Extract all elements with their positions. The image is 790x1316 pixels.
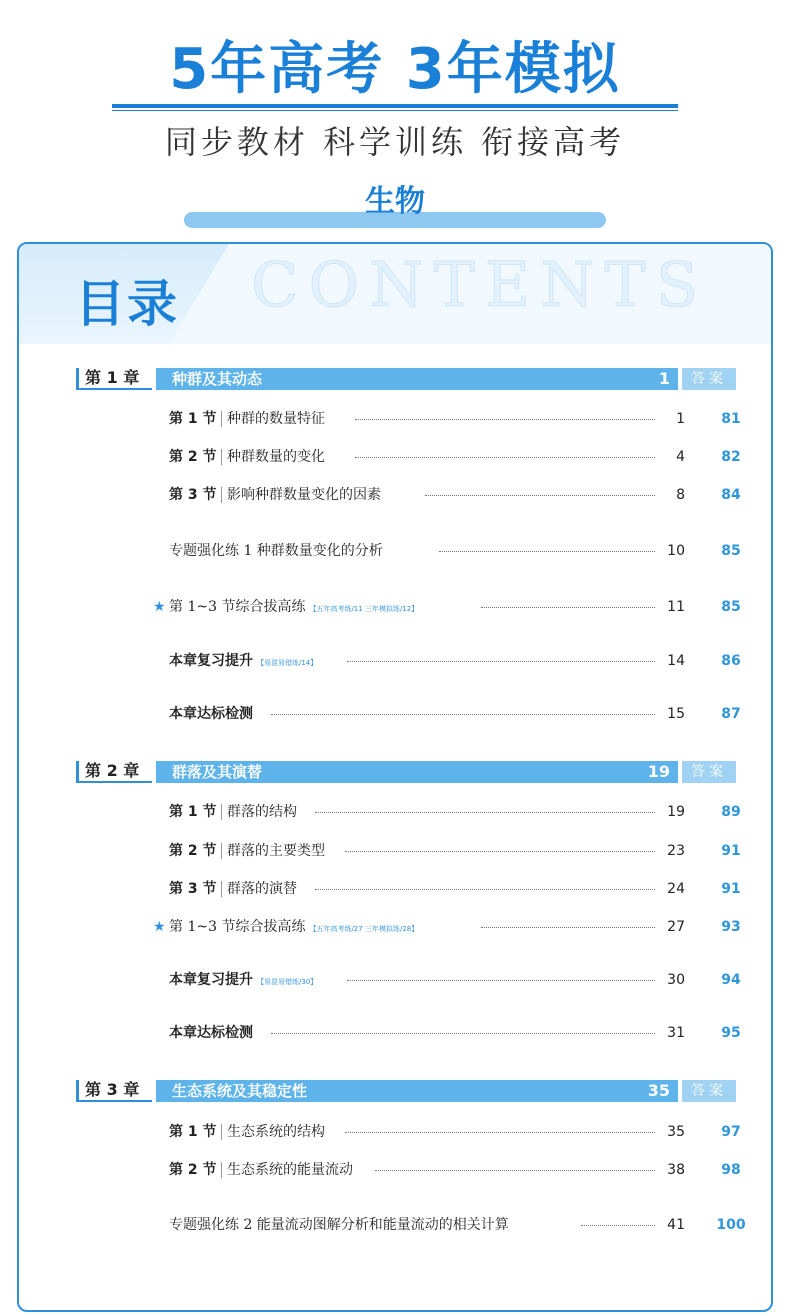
section-number: 第 3 节 — [169, 487, 217, 503]
answer-page: 94 — [721, 972, 741, 988]
entry-title: 第 1~3 节综合拔高练 【五年高考练/11 三年模拟练/12】 — [169, 599, 419, 615]
entry-page: 4 — [676, 449, 685, 465]
entry-page: 14 — [667, 653, 685, 669]
chapter-header[interactable] — [76, 761, 736, 783]
star-icon: ★ — [153, 919, 166, 935]
dot-leader — [315, 889, 655, 890]
answer-tab: 答案 — [682, 1080, 736, 1102]
title-underline-thin — [112, 110, 678, 111]
dot-leader — [347, 661, 655, 662]
answer-page: 86 — [721, 653, 741, 669]
entry-title: 生态系统的能量流动 — [227, 1162, 353, 1178]
contents-panel — [17, 242, 773, 1312]
toc-entry[interactable] — [169, 878, 749, 900]
chapter-title: 群落及其演替 — [172, 763, 263, 781]
entry-page: 30 — [667, 972, 685, 988]
entry-title: 种群数量的变化 — [227, 449, 325, 465]
answer-page: 91 — [721, 843, 741, 859]
entry-title: 第 1~3 节综合拔高练 【五年高考练/27 三年模拟练/28】 — [169, 919, 419, 935]
entry-title: 本章复习提升 【易混易错练/30】 — [169, 972, 318, 988]
section-divider — [221, 1124, 222, 1140]
section-divider — [221, 843, 222, 859]
section-number: 第 2 节 — [169, 843, 217, 859]
entry-title: 群落的主要类型 — [227, 843, 325, 859]
answer-page: 87 — [721, 706, 741, 722]
chapter-page: 35 — [647, 1081, 670, 1100]
toc-entry[interactable] — [169, 703, 749, 725]
chapter-title-bar — [156, 761, 678, 783]
toc-entry[interactable] — [153, 596, 749, 618]
entry-page: 24 — [667, 881, 685, 897]
entry-title: 种群的数量特征 — [227, 411, 325, 427]
entry-page: 19 — [667, 804, 685, 820]
entry-page: 15 — [667, 706, 685, 722]
answer-tab: 答案 — [682, 368, 736, 390]
section-divider — [221, 449, 222, 465]
toc-entry[interactable] — [169, 840, 749, 862]
answer-page: 91 — [721, 881, 741, 897]
dot-leader — [347, 980, 655, 981]
entry-page: 8 — [676, 487, 685, 503]
entry-title: 群落的结构 — [227, 804, 297, 820]
dot-leader — [481, 607, 655, 608]
answer-page: 81 — [721, 411, 741, 427]
answer-page: 100 — [716, 1217, 746, 1233]
answer-page: 85 — [721, 543, 741, 559]
chapter-title: 生态系统及其稳定性 — [172, 1082, 308, 1100]
entry-title: 专题强化练 1 种群数量变化的分析 — [169, 543, 383, 559]
answer-page: 93 — [721, 919, 741, 935]
entry-page: 10 — [667, 543, 685, 559]
contents-watermark: CONTENTS — [251, 248, 709, 321]
answer-tab: 答案 — [682, 761, 736, 783]
dot-leader — [481, 927, 655, 928]
chapter-title-bar — [156, 1080, 678, 1102]
toc-entry[interactable] — [169, 969, 749, 991]
section-number: 第 3 节 — [169, 881, 217, 897]
section-number: 第 2 节 — [169, 1162, 217, 1178]
answer-page: 84 — [721, 487, 741, 503]
dot-leader — [439, 551, 655, 552]
contents-heading: 目录 — [75, 275, 179, 333]
entry-title: 本章复习提升 【易混易错练/14】 — [169, 653, 318, 669]
toc-entry[interactable] — [169, 1159, 749, 1181]
toc-entry[interactable] — [169, 1214, 749, 1236]
answer-page: 85 — [721, 599, 741, 615]
chapter-label: 第 2 章 — [76, 761, 152, 783]
chapter-title-bar — [156, 368, 678, 390]
section-number: 第 1 节 — [169, 1124, 217, 1140]
dot-leader — [425, 495, 655, 496]
dot-leader — [355, 419, 655, 420]
toc-entry[interactable] — [153, 916, 749, 938]
entry-page: 23 — [667, 843, 685, 859]
dot-leader — [581, 1225, 655, 1226]
entry-title: 生态系统的结构 — [227, 1124, 325, 1140]
answer-page: 82 — [721, 449, 741, 465]
chapter-page: 1 — [658, 369, 670, 388]
star-icon: ★ — [153, 599, 166, 615]
chapter-page: 19 — [647, 762, 670, 781]
toc-entry[interactable] — [169, 446, 749, 468]
answer-page: 98 — [721, 1162, 741, 1178]
dot-leader — [345, 1132, 655, 1133]
section-number: 第 1 节 — [169, 804, 217, 820]
toc-entry[interactable] — [169, 1022, 749, 1044]
title-underline — [112, 104, 678, 108]
entry-page: 27 — [667, 919, 685, 935]
subject-title: 生物 — [365, 184, 425, 219]
dot-leader — [271, 1033, 655, 1034]
chapter-title: 种群及其动态 — [172, 370, 263, 388]
entry-page: 31 — [667, 1025, 685, 1041]
entry-page: 11 — [667, 599, 685, 615]
toc-entry[interactable] — [169, 484, 749, 506]
answer-page: 97 — [721, 1124, 741, 1140]
section-divider — [221, 411, 222, 427]
chapter-label: 第 3 章 — [76, 1080, 152, 1102]
section-number: 第 2 节 — [169, 449, 217, 465]
section-divider — [221, 881, 222, 897]
answer-page: 89 — [721, 804, 741, 820]
entry-page: 38 — [667, 1162, 685, 1178]
chapter-label: 第 1 章 — [76, 368, 152, 390]
dot-leader — [271, 714, 655, 715]
series-title: 5年高考 3年模拟 — [169, 37, 621, 102]
toc-entry[interactable] — [169, 1121, 749, 1143]
entry-note: 【五年高考练/27 三年模拟练/28】 — [309, 925, 419, 933]
dot-leader — [375, 1170, 655, 1171]
entry-title: 群落的演替 — [227, 881, 297, 897]
section-divider — [221, 487, 222, 503]
dot-leader — [345, 851, 655, 852]
chapter-header[interactable] — [76, 1080, 736, 1102]
toc-entry[interactable] — [169, 650, 749, 672]
entry-note: 【易混易错练/14】 — [257, 659, 318, 667]
toc-entry[interactable] — [169, 408, 749, 430]
entry-title: 本章达标检测 — [169, 1025, 253, 1041]
answer-page: 95 — [721, 1025, 741, 1041]
entry-page: 1 — [676, 411, 685, 427]
section-number: 第 1 节 — [169, 411, 217, 427]
entry-title: 影响种群数量变化的因素 — [227, 487, 381, 503]
entry-title: 本章达标检测 — [169, 706, 253, 722]
entry-note: 【易混易错练/30】 — [257, 978, 318, 986]
dot-leader — [315, 812, 655, 813]
section-divider — [221, 804, 222, 820]
entry-note: 【五年高考练/11 三年模拟练/12】 — [309, 605, 419, 613]
dot-leader — [355, 457, 655, 458]
entry-page: 35 — [667, 1124, 685, 1140]
toc-entry[interactable] — [169, 540, 749, 562]
entry-title: 专题强化练 2 能量流动图解分析和能量流动的相关计算 — [169, 1217, 509, 1233]
toc-entry[interactable] — [169, 801, 749, 823]
entry-page: 41 — [667, 1217, 685, 1233]
section-divider — [221, 1162, 222, 1178]
series-tagline: 同步教材 科学训练 衔接高考 — [164, 123, 626, 161]
chapter-header[interactable] — [76, 368, 736, 390]
